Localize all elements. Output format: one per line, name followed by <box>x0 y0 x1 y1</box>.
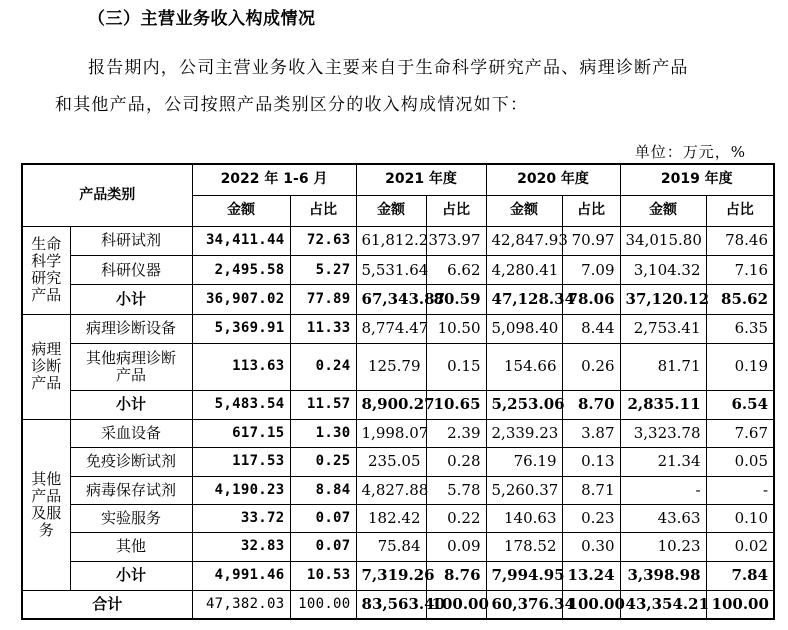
header-amount: 金额 <box>356 195 426 226</box>
cell: 117.53 <box>192 448 290 476</box>
paragraph-line-2: 和其他产品，公司按照产品类别区分的收入构成情况如下： <box>55 95 529 115</box>
cell: 8.76 <box>426 561 486 590</box>
cell: 60,376.34 <box>486 591 562 619</box>
header-category: 产品类别 <box>22 164 192 226</box>
cell: 100.00 <box>290 591 356 619</box>
cell: 4,827.88 <box>356 476 426 504</box>
header-period: 2020 年度 <box>486 164 620 195</box>
row-name: 病理诊断设备 <box>70 314 192 343</box>
cell: 10.50 <box>426 314 486 343</box>
row-name: 小计 <box>70 390 192 419</box>
cell: 42,847.93 <box>486 226 562 255</box>
cell: - <box>620 476 706 504</box>
cell: 2,339.23 <box>486 419 562 447</box>
header-share: 占比 <box>562 195 620 226</box>
total-label: 合计 <box>22 591 192 619</box>
cell: 0.24 <box>290 343 356 390</box>
cell: 0.02 <box>706 533 774 561</box>
cell: 182.42 <box>356 504 426 532</box>
subtotal-row <box>22 285 774 314</box>
cell: 43,354.21 <box>620 591 706 619</box>
table-row <box>22 226 774 255</box>
cell: 8,900.27 <box>356 390 426 419</box>
cell: 10.53 <box>290 561 356 590</box>
cell: 3.87 <box>562 419 620 447</box>
cell: 37,120.12 <box>620 285 706 314</box>
cell: 3,104.32 <box>620 255 706 284</box>
cell: 33.72 <box>192 504 290 532</box>
header-share: 占比 <box>426 195 486 226</box>
revenue-table <box>21 163 775 620</box>
cell: 1,998.07 <box>356 419 426 447</box>
group-label-pathology: 病理 诊断 产品 <box>22 314 70 419</box>
table-row <box>22 533 774 561</box>
header-amount: 金额 <box>486 195 562 226</box>
cell: 7.09 <box>562 255 620 284</box>
cell: 0.10 <box>706 504 774 532</box>
cell: 5,260.37 <box>486 476 562 504</box>
header-share: 占比 <box>706 195 774 226</box>
cell: 73.97 <box>426 226 486 255</box>
cell: 77.89 <box>290 285 356 314</box>
total-row <box>22 591 774 619</box>
header-share: 占比 <box>290 195 356 226</box>
cell: 47,128.34 <box>486 285 562 314</box>
cell: 75.84 <box>356 533 426 561</box>
group-label-life-science: 生命 科学 研究 产品 <box>22 226 70 314</box>
table-row <box>22 419 774 447</box>
cell: 7.67 <box>706 419 774 447</box>
cell: 10.23 <box>620 533 706 561</box>
cell: 4,991.46 <box>192 561 290 590</box>
table-row <box>22 343 774 390</box>
cell: 11.57 <box>290 390 356 419</box>
cell: 70.97 <box>562 226 620 255</box>
cell: 100.00 <box>706 591 774 619</box>
cell: 178.52 <box>486 533 562 561</box>
cell: 6.54 <box>706 390 774 419</box>
cell: 76.19 <box>486 448 562 476</box>
cell: 0.07 <box>290 504 356 532</box>
cell: 34,411.44 <box>192 226 290 255</box>
table-row <box>22 314 774 343</box>
cell: 0.28 <box>426 448 486 476</box>
cell: 8.44 <box>562 314 620 343</box>
cell: 5,098.40 <box>486 314 562 343</box>
cell: 78.46 <box>706 226 774 255</box>
header-period: 2021 年度 <box>356 164 486 195</box>
cell: 47,382.03 <box>192 591 290 619</box>
row-name: 科研试剂 <box>70 226 192 255</box>
cell: 8.70 <box>562 390 620 419</box>
cell: 4,190.23 <box>192 476 290 504</box>
cell: 80.59 <box>426 285 486 314</box>
cell: 0.07 <box>290 533 356 561</box>
row-name: 其他病理诊断 产品 <box>70 343 192 390</box>
cell: 10.65 <box>426 390 486 419</box>
row-name: 其他 <box>70 533 192 561</box>
cell: 235.05 <box>356 448 426 476</box>
table-row <box>22 255 774 284</box>
cell: 61,812.23 <box>356 226 426 255</box>
cell: 100.00 <box>426 591 486 619</box>
header-amount: 金额 <box>192 195 290 226</box>
cell: 5,253.06 <box>486 390 562 419</box>
header-amount: 金额 <box>620 195 706 226</box>
cell: 0.15 <box>426 343 486 390</box>
cell: 13.24 <box>562 561 620 590</box>
header-period: 2019 年度 <box>620 164 774 195</box>
cell: 34,015.80 <box>620 226 706 255</box>
row-name: 采血设备 <box>70 419 192 447</box>
cell: 0.26 <box>562 343 620 390</box>
cell: 0.25 <box>290 448 356 476</box>
row-name: 科研仪器 <box>70 255 192 284</box>
cell: 81.71 <box>620 343 706 390</box>
header-period: 2022 年 1-6 月 <box>192 164 356 195</box>
cell: 32.83 <box>192 533 290 561</box>
cell: 7.84 <box>706 561 774 590</box>
cell: 11.33 <box>290 314 356 343</box>
cell: 72.63 <box>290 226 356 255</box>
cell: 2,495.58 <box>192 255 290 284</box>
cell: 7.16 <box>706 255 774 284</box>
cell: 2,835.11 <box>620 390 706 419</box>
table-row <box>22 448 774 476</box>
row-name: 小计 <box>70 285 192 314</box>
cell: - <box>706 476 774 504</box>
cell: 125.79 <box>356 343 426 390</box>
cell: 140.63 <box>486 504 562 532</box>
cell: 8.71 <box>562 476 620 504</box>
cell: 1.30 <box>290 419 356 447</box>
cell: 67,343.87 <box>356 285 426 314</box>
row-name: 免疫诊断试剂 <box>70 448 192 476</box>
subtotal-row <box>22 390 774 419</box>
cell: 83,563.40 <box>356 591 426 619</box>
cell: 21.34 <box>620 448 706 476</box>
row-name: 小计 <box>70 561 192 590</box>
cell: 5,369.91 <box>192 314 290 343</box>
cell: 113.63 <box>192 343 290 390</box>
row-name: 实验服务 <box>70 504 192 532</box>
cell: 2,753.41 <box>620 314 706 343</box>
table-row <box>22 504 774 532</box>
cell: 0.30 <box>562 533 620 561</box>
section-heading: （三）主营业务收入构成情况 <box>88 9 316 29</box>
cell: 78.06 <box>562 285 620 314</box>
row-name: 病毒保存试剂 <box>70 476 192 504</box>
cell: 0.23 <box>562 504 620 532</box>
table-row <box>22 476 774 504</box>
cell: 0.09 <box>426 533 486 561</box>
cell: 5.78 <box>426 476 486 504</box>
cell: 7,994.95 <box>486 561 562 590</box>
cell: 5,531.64 <box>356 255 426 284</box>
cell: 0.13 <box>562 448 620 476</box>
cell: 43.63 <box>620 504 706 532</box>
group-label-other: 其他 产品 及服 务 <box>22 419 70 590</box>
cell: 8,774.47 <box>356 314 426 343</box>
cell: 5.27 <box>290 255 356 284</box>
cell: 5,483.54 <box>192 390 290 419</box>
cell: 3,398.98 <box>620 561 706 590</box>
cell: 0.05 <box>706 448 774 476</box>
cell: 3,323.78 <box>620 419 706 447</box>
cell: 36,907.02 <box>192 285 290 314</box>
cell: 7,319.26 <box>356 561 426 590</box>
cell: 4,280.41 <box>486 255 562 284</box>
cell: 2.39 <box>426 419 486 447</box>
cell: 6.62 <box>426 255 486 284</box>
cell: 0.22 <box>426 504 486 532</box>
paragraph-line-1: 报告期内，公司主营业务收入主要来自于生命科学研究产品、病理诊断产品 <box>88 58 689 78</box>
cell: 85.62 <box>706 285 774 314</box>
unit-label: 单位：万元，% <box>634 143 746 161</box>
cell: 154.66 <box>486 343 562 390</box>
subtotal-row <box>22 561 774 590</box>
cell: 6.35 <box>706 314 774 343</box>
cell: 0.19 <box>706 343 774 390</box>
cell: 100.00 <box>562 591 620 619</box>
cell: 8.84 <box>290 476 356 504</box>
cell: 617.15 <box>192 419 290 447</box>
